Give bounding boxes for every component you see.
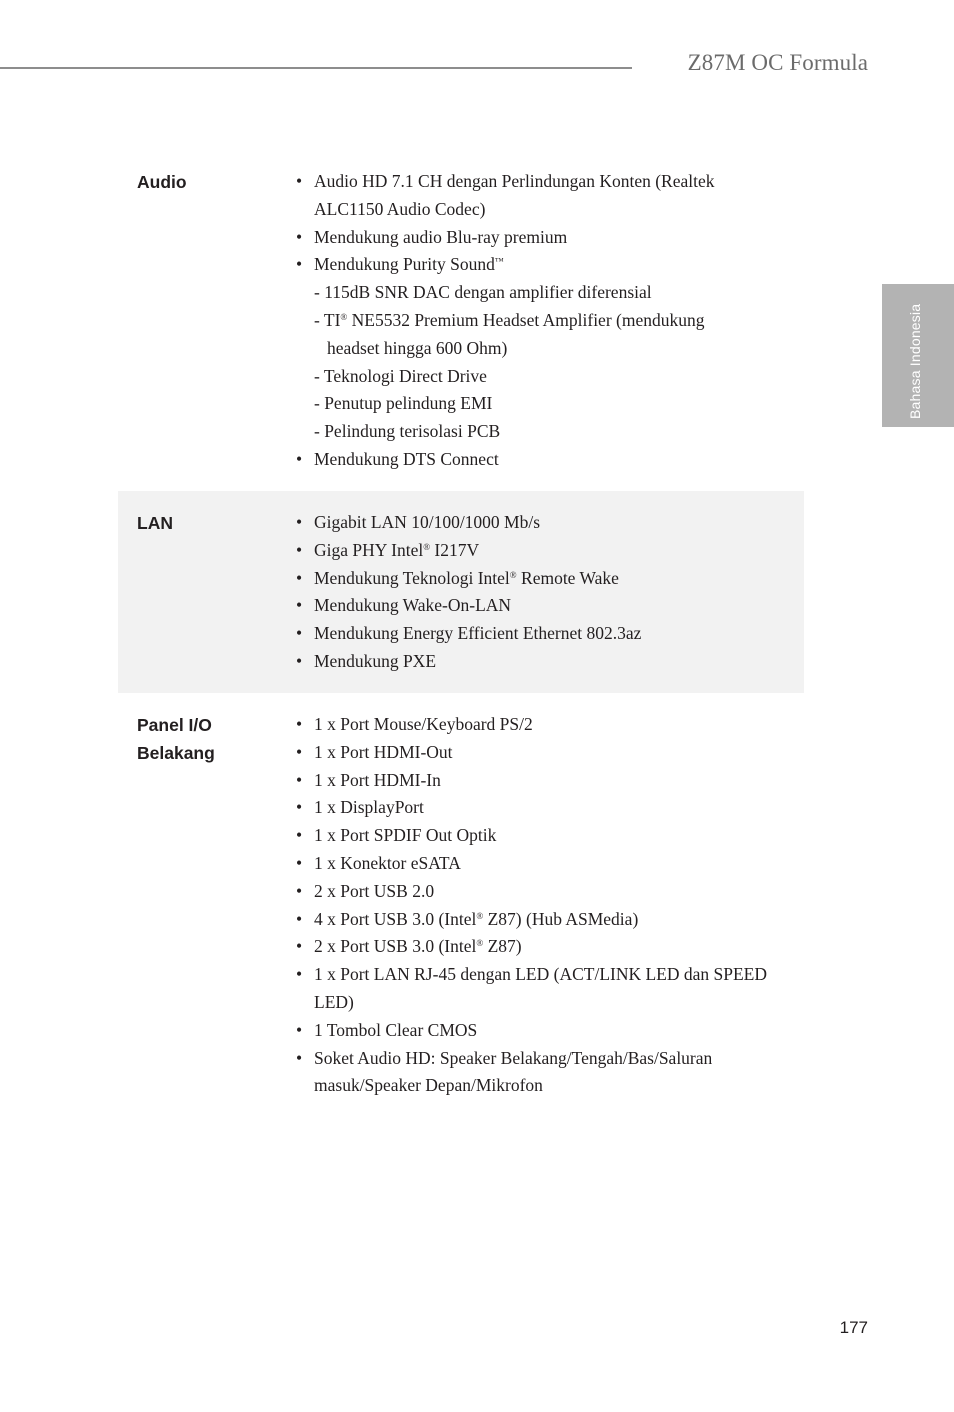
language-side-tab [882,284,954,427]
spec-bullet-item: • Mendukung audio Blu-ray premium [314,224,790,252]
spec-bullet-item: • 1 x Port HDMI-Out [314,739,790,767]
spec-list [314,711,790,1100]
spec-bullet-item: • Mendukung Teknologi Intel® Remote Wake [314,565,790,593]
spec-bullet-item: • 1 x Port Mouse/Keyboard PS/2 [314,711,790,739]
spec-list [314,509,790,676]
spec-bullet-item: • Mendukung DTS Connect [314,446,790,474]
spec-section-rear-io [118,711,804,1111]
spec-bullet-item: • Mendukung Energy Efficient Ethernet 802.3az [314,620,790,648]
header-rule [0,67,632,69]
spec-bullet-item: • 1 x Port HDMI-In [314,767,790,795]
spec-bullet-item: • 1 x Port LAN RJ-45 dengan LED (ACT/LINK LED dan SPEED [314,961,790,989]
spec-bullet-item: • Giga PHY Intel® I217V [314,537,790,565]
spec-bullet-item: • 4 x Port USB 3.0 (Intel® Z87) (Hub ASMedia) [314,906,790,934]
spec-bullet-item: ALC1150 Audio Codec) [314,198,486,219]
spec-sub-item: - Penutup pelindung EMI [314,393,493,414]
spec-bullet-item: • Mendukung PXE [314,648,790,676]
spec-bullet-item: • 1 x Port SPDIF Out Optik [314,822,790,850]
document-title: Z87M OC Formula [687,50,868,75]
spec-list [314,168,790,474]
spec-label-line: Audio [137,172,187,192]
spec-sub-item: - TI® NE5532 Premium Headset Amplifier (mendukung [314,309,705,330]
spec-bullet-item: • Mendukung Purity Sound™ [314,251,790,279]
spec-label [137,168,187,196]
spec-label-line: LAN [137,513,173,533]
spec-bullet-item: • Mendukung Wake-On-LAN [314,592,790,620]
spec-label [137,509,173,537]
side-tab-label: Bahasa Indonesia [907,303,923,419]
spec-bullet-item: • Audio HD 7.1 CH dengan Perlindungan Konten (Realtek [314,168,790,196]
spec-bullet-item: masuk/Speaker Depan/Mikrofon [314,1075,543,1096]
spec-sub-item: - Pelindung terisolasi PCB [314,421,501,442]
spec-label-line: Belakang [137,743,215,763]
spec-bullet-item: • 1 x Konektor eSATA [314,850,790,878]
spec-section-audio [118,168,804,478]
spec-sub-item: headset hingga 600 Ohm) [327,337,508,358]
spec-section-lan [118,491,804,693]
spec-bullet-item: • 2 x Port USB 3.0 (Intel® Z87) [314,933,790,961]
spec-bullet-item: • 1 Tombol Clear CMOS [314,1017,790,1045]
spec-bullet-item: LED) [314,991,354,1012]
spec-sub-item: - 115dB SNR DAC dengan amplifier diferensial [314,282,652,303]
spec-sub-item: - Teknologi Direct Drive [314,365,487,386]
spec-bullet-item: • Gigabit LAN 10/100/1000 Mb/s [314,509,790,537]
spec-bullet-item: • Soket Audio HD: Speaker Belakang/Tengah/Bas/Saluran [314,1045,790,1073]
spec-label-line: Panel I/O [137,715,212,735]
spec-bullet-item: • 1 x DisplayPort [314,794,790,822]
page-number: 177 [839,1318,868,1337]
spec-bullet-item: • 2 x Port USB 2.0 [314,878,790,906]
spec-label [137,711,215,767]
